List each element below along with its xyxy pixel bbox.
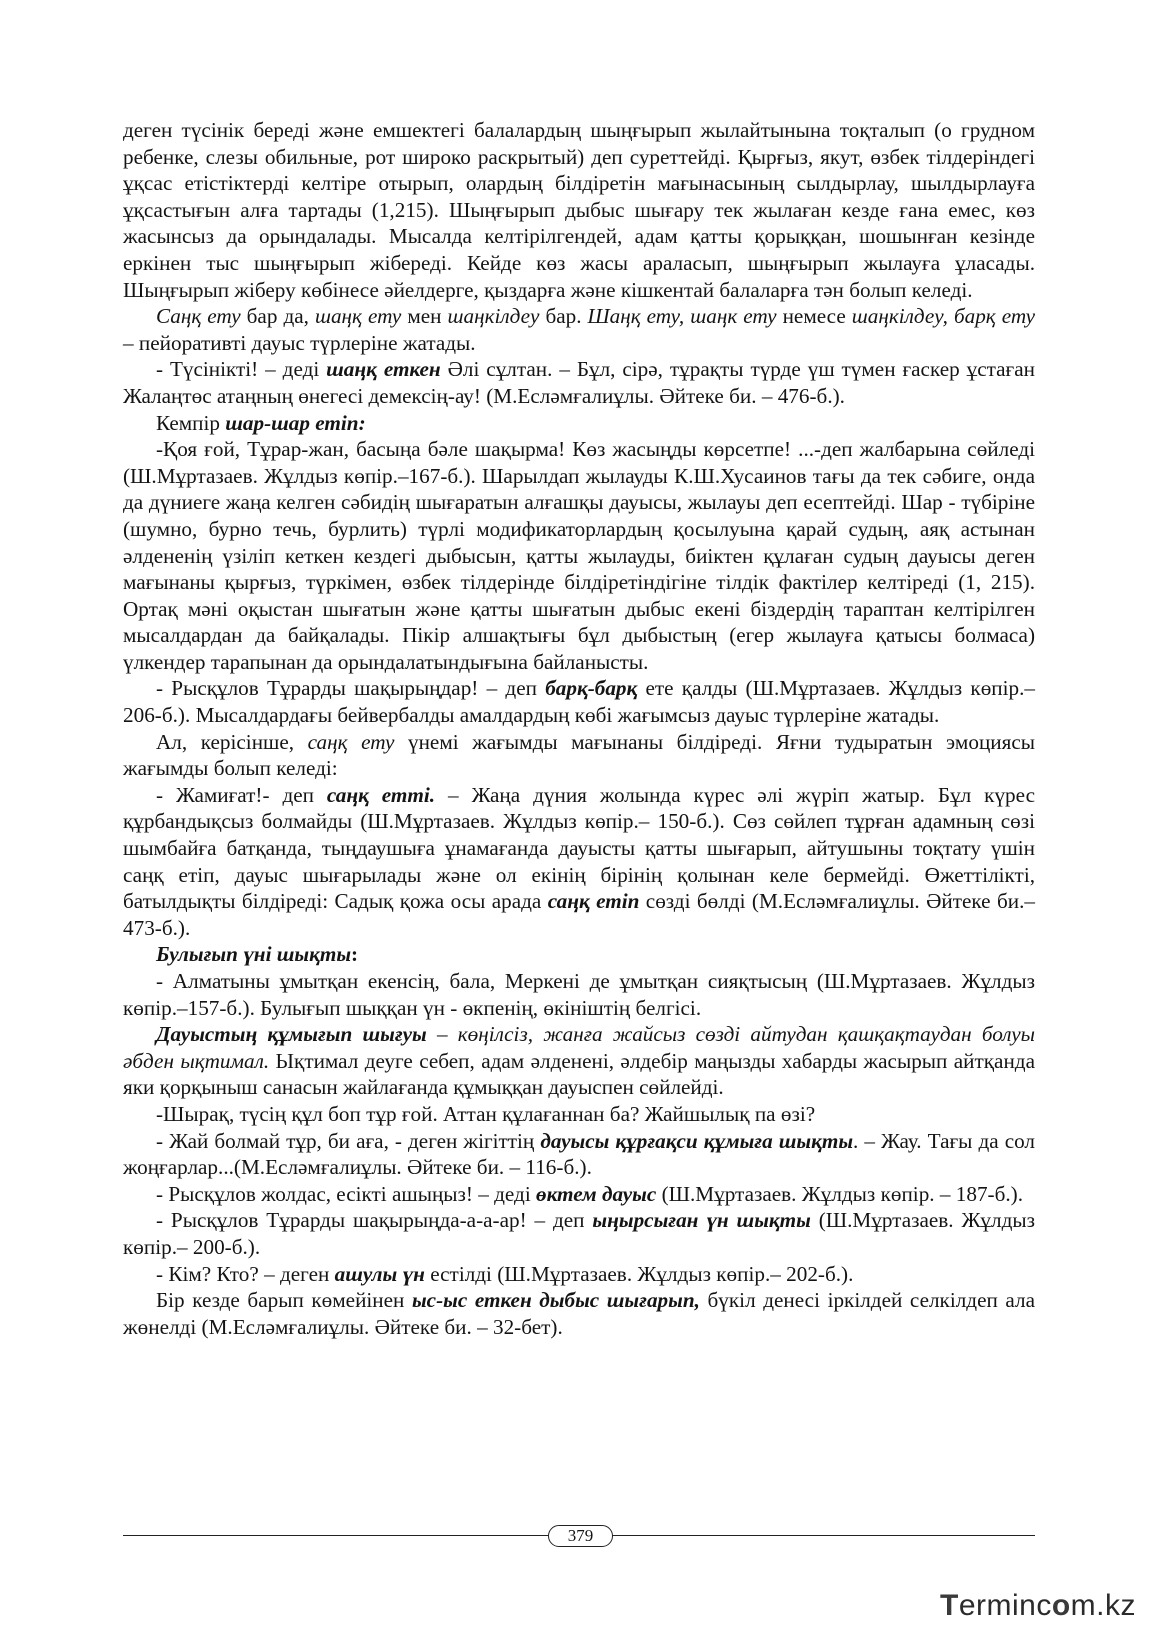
- text-run: - Кім? Кто? – деген: [156, 1261, 335, 1286]
- bold-text: :: [351, 942, 359, 967]
- text-run: - Рысқұлов Тұрарды шақырыңдар! – деп: [156, 676, 546, 701]
- termincom-watermark-logo: [940, 1585, 1150, 1627]
- paragraph: [123, 1207, 1035, 1260]
- paragraph: [123, 729, 1035, 782]
- italic-term: шаңкілдеу, барқ ету: [851, 304, 1036, 329]
- text-run: -Қоя ғой, Тұрар-жан, басыңа бәле шақырма! Көз жасыңды көрсетпе! ...-деп жалбарына сөйледі (Ш.Мұртазаев. Жұлдыз көпір.–167-б.). Шарылдап жылауды К.Ш.Хусаинов тағы да тек сәбиге, онда да дүниеге жаңа келген сәбидің шығаратын алғашқы дауысы, жылауы деп есептейді. Шар - түбіріне (шумно, бурно течь, бурлить) түрлі модификаторлардың қосылуына қарай судың, аяқ астынан әлдененің үзіліп кеткен кездегі дыбысын, қатты жылауды, биіктен құлаған судың дауысы деген мағынаны қырғыз, түркімен, өзбек тілдерінде білдіретіндігіне тілдік фактілер келтіреді (1, 215). Ортақ мәні оқыстан шығатын және қатты шығатын дыбыс екені біздердің тараптан келтірілген мысалдардан да байқалады. Пікір алшақтығы бұл дыбыстың (егер жылауға қатысы болмаса) үлкендер тарапынан да орындалатындығына байланысты.: [123, 437, 1035, 674]
- text-run: Ықтимал деуге себеп, адам әлдененi, әлдебір маңызды хабарды жасырып айтқанда яки қорқыныш санасын жайлағанда құмыққан дауыспен сөйлейді.: [123, 1048, 1035, 1100]
- term-text: Булығып үні шықты: [156, 942, 352, 967]
- term-text: шар-шар етіп:: [225, 410, 366, 435]
- paragraph: [123, 303, 1035, 356]
- paragraph: [123, 782, 1035, 942]
- bold-italic-term: [156, 1022, 427, 1046]
- bold-italic-term: [225, 411, 365, 435]
- watermark-text-b: m.kz: [1070, 1589, 1136, 1622]
- paragraph: [123, 356, 1035, 409]
- paragraph: [123, 1261, 1035, 1288]
- bold-italic-term: [327, 783, 435, 807]
- text-run: - Жай болмай тұр, би аға, - деген жігіттің: [156, 1128, 541, 1153]
- paragraph: [123, 117, 1035, 303]
- bold-italic-term: [156, 942, 351, 966]
- text-run: немесе: [776, 304, 852, 329]
- bold-italic-term: [545, 676, 637, 700]
- text-run: Ал, керісінше,: [156, 729, 308, 754]
- text-run: мен: [401, 304, 448, 329]
- text-run: естілді (Ш.Мұртазаев. Жұлдыз көпір.– 202-б.).: [424, 1261, 854, 1286]
- paragraph: [123, 1101, 1035, 1128]
- italic-term: көңілсіз, жанға жайсыз сөзді айтудан қашқақтаудан болуы әбден ықтимал.: [123, 1022, 1036, 1073]
- text-run: Кемпір: [156, 410, 226, 435]
- paragraph: [123, 941, 1035, 968]
- text-run: - Алматыны ұмытқан екенсің, бала, Меркені де ұмытқан сияқтысың (Ш.Мұртазаев. Жұлдыз көпір.–157-б.). Булығып шыққан үн - өкпенің, өкініштің белгісі.: [123, 969, 1035, 1020]
- text-run: үнемі жағымды мағынаны білдіреді. Яғни тудыратын эмоциясы жағымды болып келеді:: [123, 729, 1035, 781]
- watermark-text-a: erminc: [958, 1589, 1052, 1622]
- paragraph: [123, 1181, 1035, 1208]
- italic-term: саңқ ету: [307, 729, 395, 754]
- text-run: Әлі сұлтан. – Бұл, сірә, тұрақты түрде үш түмен ғаскер ұстаған Жалаңтөс атаңның өнегесі демексің-ау! (М.Есләмғалиұлы. Әйтеке би. – 476-б.).: [123, 357, 1035, 408]
- body-text: [123, 117, 1035, 1340]
- paragraph: [123, 675, 1035, 728]
- term-text: ашулы үн: [334, 1261, 425, 1286]
- term-text: Дауыстың құмығып шығуы: [156, 1022, 427, 1047]
- italic-term: Саңқ ету: [156, 304, 241, 329]
- term-text: барқ-барқ: [545, 676, 638, 701]
- text-run: бар да,: [240, 304, 315, 329]
- text-run: (Ш.Мұртазаев. Жұлдыз көпір. – 187-б.).: [656, 1181, 1024, 1206]
- text-run: - Түсінікті! – деді: [156, 357, 327, 382]
- paragraph: [123, 968, 1035, 1021]
- bold-italic-term: [335, 1262, 425, 1286]
- bold-italic-term: [536, 1182, 656, 1206]
- bold-italic-term: [412, 1288, 700, 1312]
- text-run: бүкіл денесі іркілдей селкілдеп ала жөнелді (М.Есләмғалиұлы. Әйтеке би. – 32-бет).: [123, 1288, 1035, 1339]
- text-run: - Рысқұлов жолдас, есікті ашыңыз! – деді: [156, 1181, 536, 1206]
- term-text: саңқ етіп: [547, 889, 640, 914]
- bold-italic-term: [592, 1208, 810, 1232]
- term-text: ыңырсыған үн шықты: [592, 1208, 811, 1233]
- term-text: өктем дауыс: [536, 1181, 657, 1206]
- text-run: (Ш.Мұртазаев. Жұлдыз көпір.– 200-б.).: [123, 1208, 1035, 1259]
- paragraph: [123, 436, 1035, 675]
- text-run: -Шырақ, түсің құл боп тұр ғой. Аттан құлағаннан ба? Жайшылық па өзі?: [156, 1101, 816, 1126]
- bold-italic-term: [548, 889, 640, 913]
- text-run: бар.: [539, 304, 588, 329]
- text-run: Бір кезде барып көмейінен: [156, 1288, 412, 1313]
- paragraph: [123, 410, 1035, 437]
- page-number: 379: [548, 1525, 613, 1547]
- term-text: шаңқ еткен: [326, 357, 441, 382]
- text-run: ете қалды (Ш.Мұртазаев. Жұлдыз көпір.–206-б.). Мысалдардағы бейвербалды амалдардың көбі жағымсыз дауыс түрлеріне жатады.: [123, 676, 1036, 728]
- paragraph: [123, 1128, 1035, 1181]
- text-run: сөзді бөлді (М.Есләмғалиұлы. Әйтеке би.–473-б.).: [123, 889, 1036, 940]
- term-text: дауысы құрғақси құмыға шықты: [540, 1128, 854, 1153]
- italic-term: шаңкілдеу: [447, 304, 540, 329]
- text-run: –: [426, 1022, 458, 1047]
- italic-term: Шаңқ ету, шаңк ету: [587, 304, 777, 329]
- text-run: - Жамиғат!- деп: [156, 782, 327, 807]
- bold-italic-term: [540, 1129, 853, 1153]
- bold-italic-term: [326, 357, 441, 381]
- text-run: деген түсінік береді және емшектегі балалардың шыңғырып жылайтынына тоқталып (о грудном ребенке, слезы обильные, рот широко раскрытый) деп суреттейді. Қырғыз, якут, өзбек тілдеріндегі ұқсас етістіктерді келтіре отырып, олардың білдіретін мағынасының сылдырлау, шылдырлауға ұқсастығын алға тартады (1,215). Шыңғырып дыбыс шығару тек жылаған кезде ғана емес, көз жасынсыз да орындалады. Мысалда келтірілгендей, адам қатты қорыққан, шошынған кезінде еркінен тыс шыңғырып жібереді. Кейде көз жасы араласып, шыңғырып жылауға ұласады. Шыңғырып жіберу көбінесе әйелдерге, қыздарға және кішкентай балаларға тән болып келеді.: [123, 118, 1035, 302]
- text-run: – пейоративті дауыс түрлеріне жатады.: [123, 330, 476, 355]
- text-run: - Рысқұлов Тұрарды шақырыңда-а-а-ар! – деп: [156, 1208, 593, 1233]
- term-text: ыс-ыс еткен дыбыс шығарып,: [411, 1288, 700, 1313]
- watermark-letter-o: o: [1051, 1589, 1071, 1622]
- paragraph: [123, 1287, 1035, 1340]
- watermark-letter-t: T: [940, 1589, 959, 1622]
- text-run: – Жаңа дүния жолында күрес әлі жүріп жатыр. Бұл күрес құрбандықсыз болмайды (Ш.Мұртазаев. Жұлдыз көпір.– 150-б.). Сөз сөйлеп тұрған адамның сөзі шымбайға батқанда, тыңдаушыға ұнамағанда дауысты қатты шығарып, айтушыны тоқтату үшін саңқ етіп, дауыс шығарылады және ол екінің бірінің қолынан келе бермейді. Өжеттілікті, батылдықты білдіреді: Садық қожа осы арада: [123, 782, 1035, 914]
- term-text: саңқ етті.: [326, 782, 436, 807]
- paragraph: [123, 1021, 1035, 1101]
- text-run: . – Жау. Тағы да сол жоңғарлар...(М.Есләмғалиұлы. Әйтеке би. – 116-б.).: [123, 1128, 1035, 1180]
- italic-term: шаңқ ету: [314, 304, 402, 329]
